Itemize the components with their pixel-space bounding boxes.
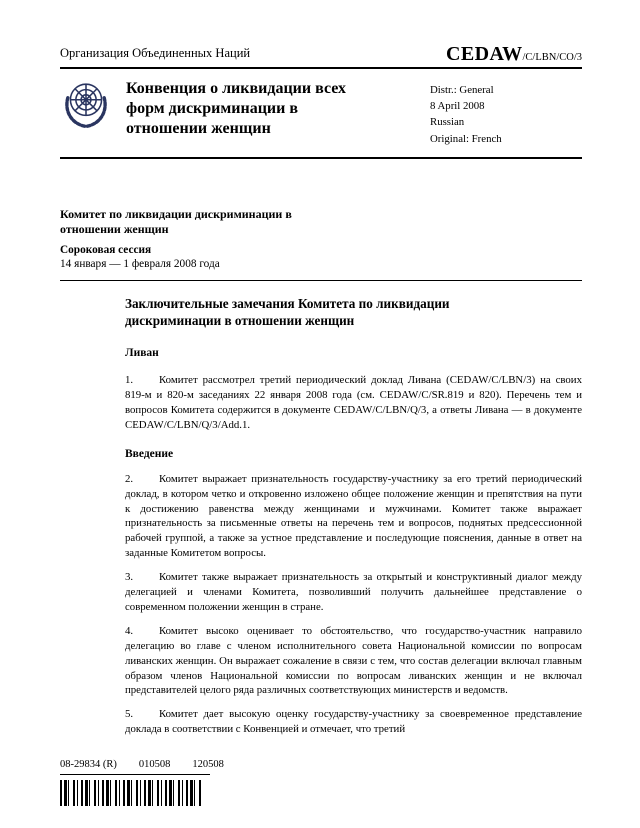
footer-divider [60,774,210,775]
footer-date-1: 010508 [138,759,171,770]
document-symbol-main: CEDAW [446,43,523,65]
footer-date-2: 120508 [192,759,224,770]
distribution-block [430,79,582,157]
paragraph-5 [125,707,582,737]
concluding-comments-title: Заключительные замечания Комитета по ликвидации дискриминации в отношении женщин [125,295,450,329]
paragraph-text: Комитет выражает признательность государству-участнику за его третий периодический доклад, в котором четко и откровенно изложено общее положение женщин и препятствия на пути к достижению равенства между женщинами и мужчинами. Комитет также выражает признательность за письменные ответы на перечень тем и вопросов, поднятых предсессионной рабочей группой, а также за устное представление и последующие пояснения, данные в ответ на заданные Комитетом вопросы. [125,472,582,560]
organization-name: Организация Объединенных Наций [60,46,251,60]
document-symbol [446,44,582,64]
paragraph-number: 4. [125,624,134,637]
introduction-heading: Введение [125,447,174,460]
distr-language: Russian [430,116,465,129]
distr-date: 8 April 2008 [430,100,485,113]
paragraph-text: Комитет рассмотрел третий периодический доклад Ливана (CEDAW/C/LBN/3) на своих 819-м и 820-м заседаниях 22 января 2008 года (см. CEDAW/C/SR.819 и 820). Перечень тем и вопросов Комитета содержится в документе CEDAW/C/LBN/Q/3, а ответы Ливана — в документе CEDAW/C/LBN/Q/3/Add.1. [125,374,582,432]
page-footer [60,759,224,806]
paragraph-4 [125,624,582,698]
paragraph-text: Комитет дает высокую оценку государству-участнику за своевременное представление доклада в соответствии с Конвенцией и отмечает, что третий [125,708,582,736]
paragraph-number: 3. [125,571,134,584]
distr-original: Original: French [430,132,502,145]
committee-divider [60,280,582,281]
paragraph-number: 5. [125,708,134,721]
country-heading: Ливан [125,346,159,359]
document-body [125,295,582,737]
distr-line: Distr.: General [430,84,494,96]
footer-reference-line [60,759,224,770]
paragraph-number: 2. [125,472,134,485]
barcode [60,780,202,806]
paragraph-number: 1. [125,374,134,387]
paragraph-1 [125,373,582,433]
paragraph-2 [125,472,582,561]
paragraph-3 [125,570,582,615]
session-dates: 14 января — 1 февраля 2008 года [60,257,220,270]
masthead [0,69,640,157]
un-emblem-icon [60,79,112,133]
paragraph-text: Комитет также выражает признательность за открытый и конструктивный диалог между делегацией и членами Комитета, позволивший получить дальнейшее представление о современном положении женщин в стране. [125,571,582,613]
document-header [0,0,640,64]
committee-name: Комитет по ликвидации дискриминации в отношении женщин [60,206,292,237]
session-title: Сороковая сессия [60,243,152,256]
document-symbol-suffix: /C/LBN/CO/3 [522,52,582,63]
paragraph-text: Комитет высоко оценивает то обстоятельство, что государство-участник направило делегацию во главе с членом исполнительного совета Национальной комиссии по вопросам ливанских женщин. Он выражает сожаление в связи с тем, что состав делегации включал главным образом членов Национальной комиссии по вопросам ливанских женщин и не включал представителей целого ряда различных соответствующих министерств и ведомств. [125,624,582,697]
job-number: 08-29834 (R) [60,759,117,770]
convention-title: Конвенция о ликвидации всех форм дискриминации в отношении женщин [126,80,347,137]
committee-block [0,159,640,270]
